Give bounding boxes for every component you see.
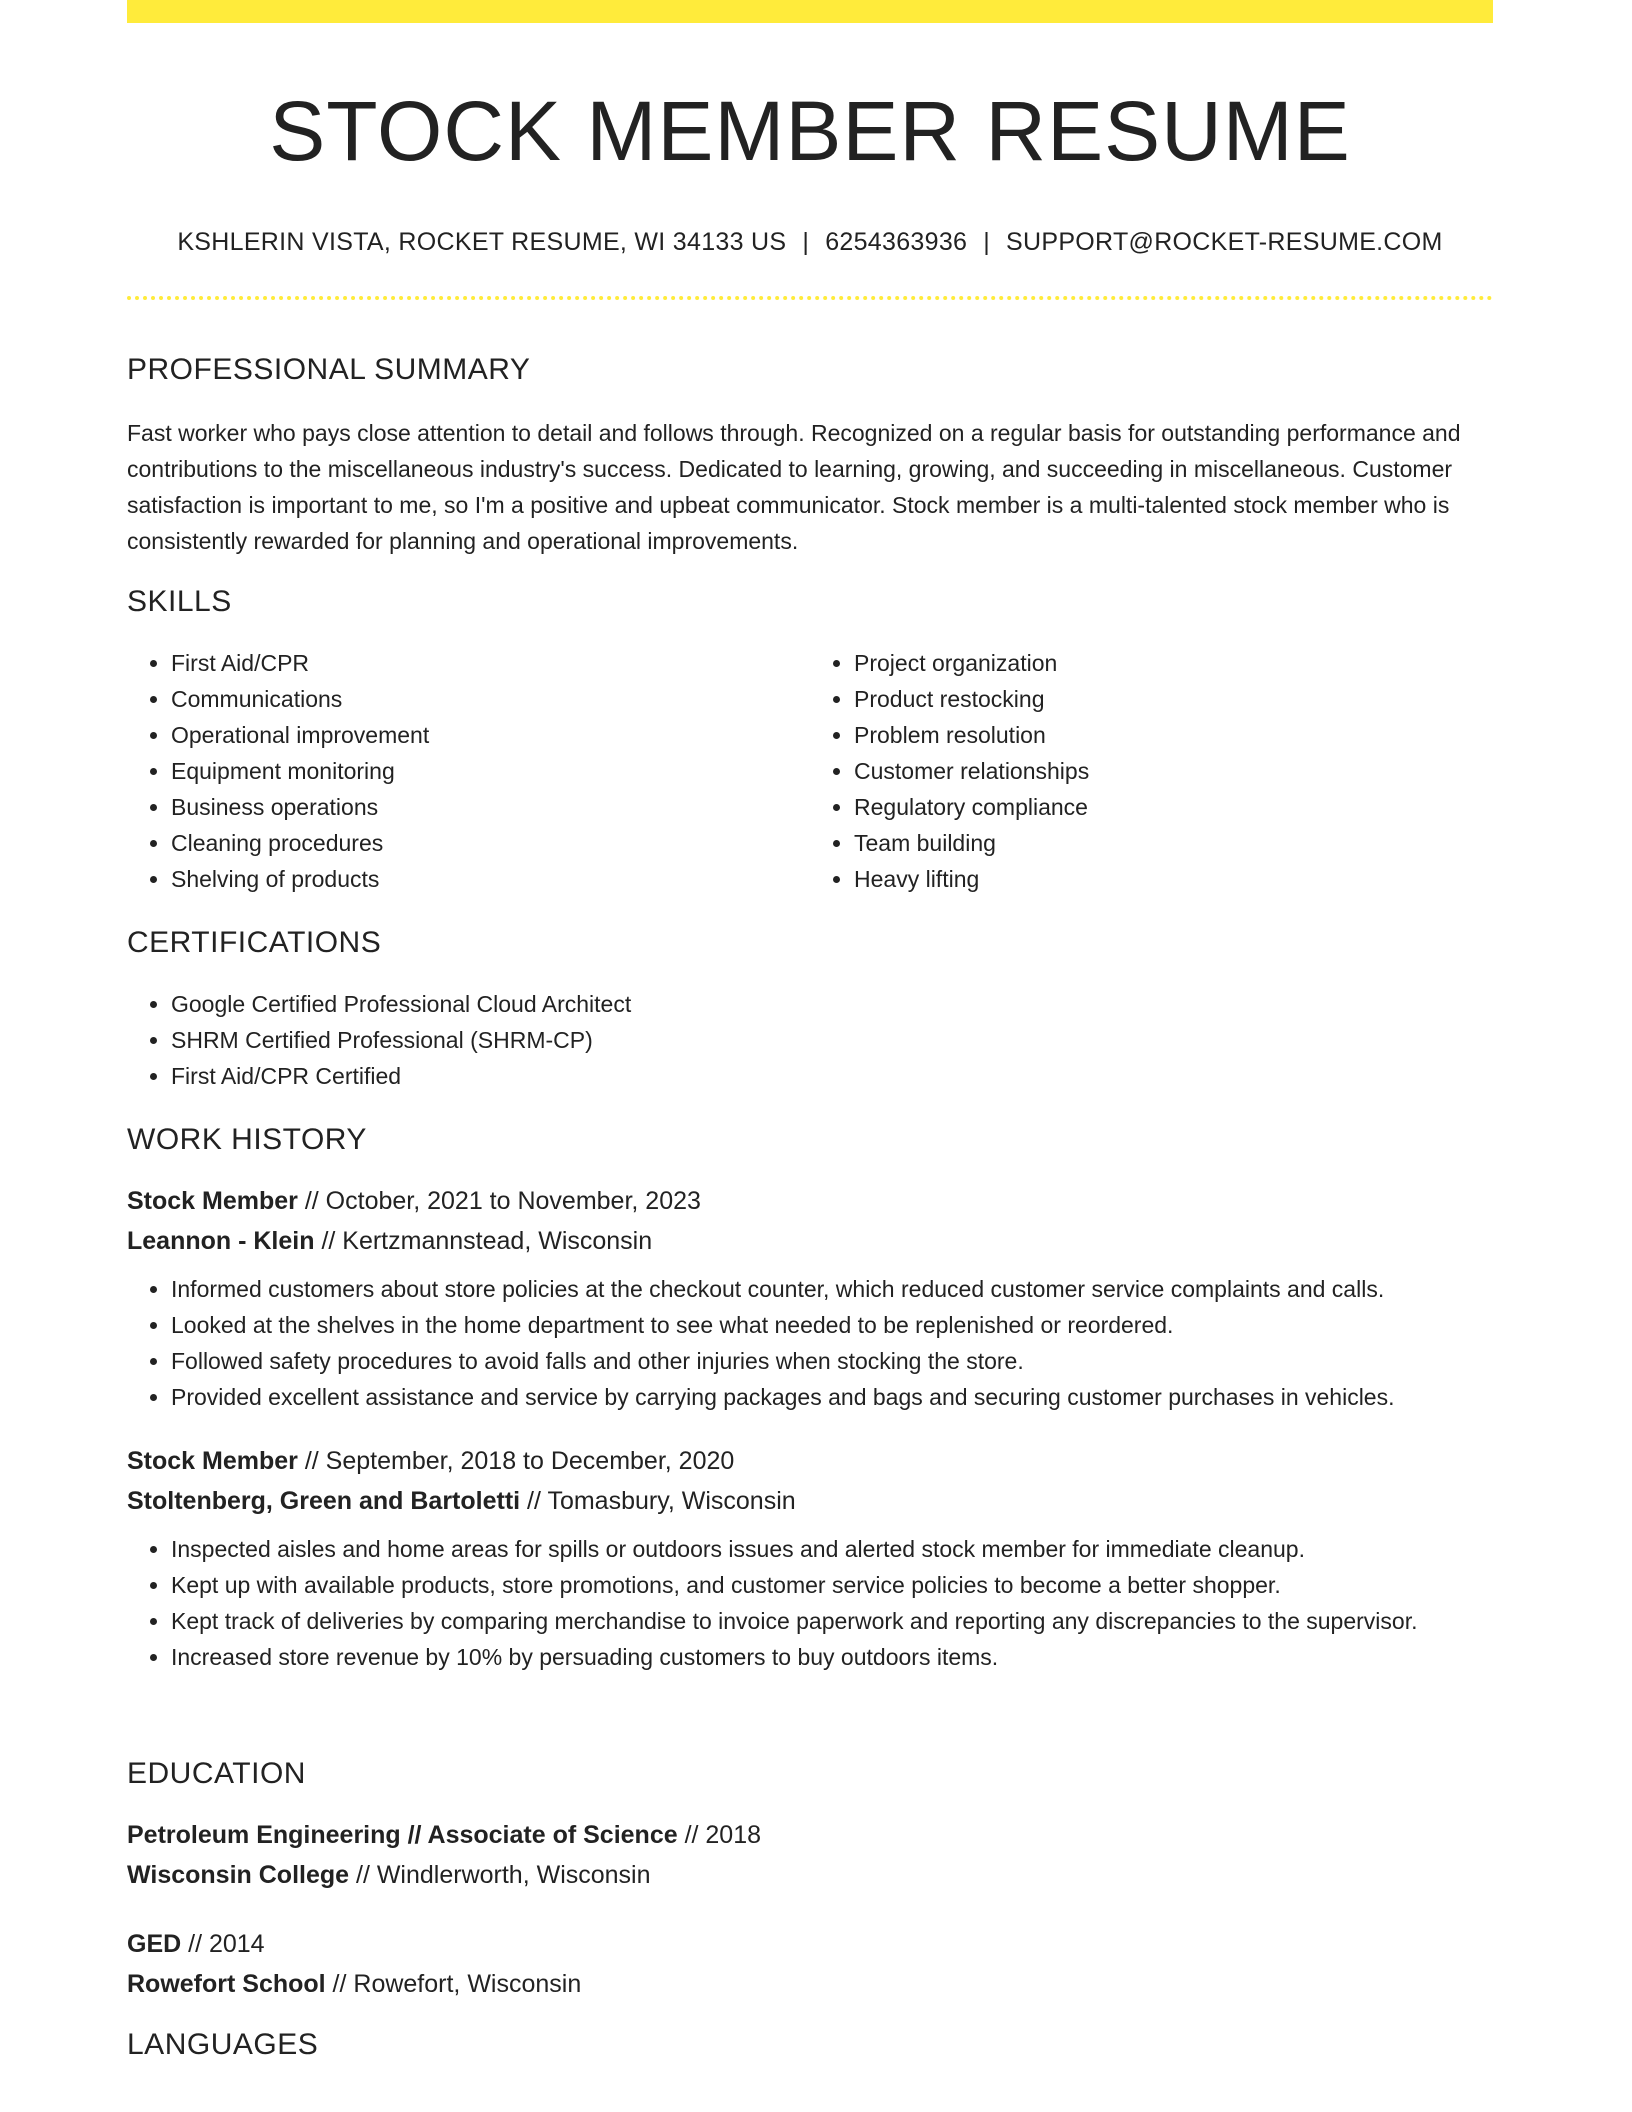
job-title: Stock Member <box>127 1447 298 1475</box>
school-line <box>127 1964 1493 2004</box>
separator: | <box>983 227 991 256</box>
education-entry <box>127 1815 1493 1895</box>
job-bullet: • Kept track of deliveries by comparing merchandise to invoice paperwork and reporting any discrepancies to the supervisor. <box>171 1603 1493 1639</box>
summary-section <box>127 353 1493 559</box>
school-location: // Windlerworth, Wisconsin <box>349 1861 651 1889</box>
education-entry <box>127 1924 1493 2004</box>
job-title-line <box>127 1181 1493 1221</box>
skills-list-left <box>127 645 810 897</box>
job-company: Leannon - Klein <box>127 1227 315 1255</box>
certifications-list <box>127 986 1493 1094</box>
dotted-divider <box>127 296 1493 300</box>
section-heading: EDUCATION <box>127 1757 306 1790</box>
section-heading: PROFESSIONAL SUMMARY <box>127 353 531 386</box>
graduation-year: // 2014 <box>181 1930 265 1958</box>
phone: 6254363936 <box>825 227 968 256</box>
job-entry <box>127 1181 1493 1415</box>
certification-item: • First Aid/CPR Certified <box>171 1058 1493 1094</box>
skill-item: • Communications <box>171 681 810 717</box>
job-title-line <box>127 1441 1493 1481</box>
graduation-year: // 2018 <box>677 1821 762 1849</box>
job-title: Stock Member <box>127 1187 298 1215</box>
job-company: Stoltenberg, Green and Bartoletti <box>127 1487 521 1515</box>
section-heading: SKILLS <box>127 585 232 618</box>
skill-item: • Problem resolution <box>854 717 1493 753</box>
section-heading: WORK HISTORY <box>127 1123 367 1156</box>
job-bullet: • Increased store revenue by 10% by persuading customers to buy outdoors items. <box>171 1639 1493 1675</box>
skill-item: • Business operations <box>171 789 810 825</box>
degree-line <box>127 1815 1493 1855</box>
skill-item: • Cleaning procedures <box>171 825 810 861</box>
email[interactable]: SUPPORT@ROCKET-RESUME.COM <box>1006 227 1443 256</box>
job-bullet: • Followed safety procedures to avoid falls and other injuries when stocking the store. <box>171 1343 1493 1379</box>
work-history-section <box>127 1123 1493 1675</box>
job-entry <box>127 1441 1493 1675</box>
address: KSHLERIN VISTA, ROCKET RESUME, WI 34133 US <box>177 227 787 256</box>
skills-list-right <box>810 645 1493 897</box>
skill-item: • Team building <box>854 825 1493 861</box>
contact-line <box>127 228 1493 257</box>
skill-item: • Operational improvement <box>171 717 810 753</box>
school: Wisconsin College <box>127 1861 350 1889</box>
skill-item: • Product restocking <box>854 681 1493 717</box>
resume-title: STOCK MEMBER RESUME <box>269 84 1351 178</box>
skill-item: • First Aid/CPR <box>171 645 810 681</box>
degree: GED <box>127 1930 182 1958</box>
job-bullet: • Looked at the shelves in the home department to see what needed to be replenished or reordered. <box>171 1307 1493 1343</box>
skill-item: • Equipment monitoring <box>171 753 810 789</box>
separator: | <box>802 227 810 256</box>
degree-line <box>127 1924 1493 1964</box>
job-bullet: • Informed customers about store policies at the checkout counter, which reduced customer service complaints and calls. <box>171 1271 1493 1307</box>
job-location: // Kertzmannstead, Wisconsin <box>314 1227 653 1255</box>
job-bullets <box>127 1271 1493 1415</box>
school-location: // Rowefort, Wisconsin <box>325 1970 582 1998</box>
certification-item: • Google Certified Professional Cloud Architect <box>171 986 1493 1022</box>
accent-bar <box>127 0 1493 23</box>
job-bullets <box>127 1531 1493 1675</box>
certification-item: • SHRM Certified Professional (SHRM-CP) <box>171 1022 1493 1058</box>
languages-section <box>127 2028 1493 2062</box>
skill-item: • Customer relationships <box>854 753 1493 789</box>
degree: Petroleum Engineering // Associate of Science <box>127 1821 678 1849</box>
job-dates: // October, 2021 to November, 2023 <box>297 1187 701 1215</box>
school-line <box>127 1855 1493 1895</box>
section-heading: LANGUAGES <box>127 2028 319 2061</box>
summary-text: Fast worker who pays close attention to detail and follows through. Recognized on a regular basis for outstanding performance and contributions to the miscellaneous industry's success. Dedicated to learning, growing, and succeeding in miscellaneous. Customer satisfaction is important to me, so I'm a positive and upbeat communicator. Stock member is a multi-talented stock member who is consistently rewarded for planning and operational improvements. <box>127 420 1461 554</box>
skill-item: • Shelving of products <box>171 861 810 897</box>
school: Rowefort School <box>127 1970 326 1998</box>
job-bullet: • Provided excellent assistance and service by carrying packages and bags and securing customer purchases in vehicles. <box>171 1379 1493 1415</box>
job-bullet: • Inspected aisles and home areas for spills or outdoors issues and alerted stock member for immediate cleanup. <box>171 1531 1493 1567</box>
section-heading: CERTIFICATIONS <box>127 926 382 959</box>
education-section <box>127 1757 1493 2004</box>
job-dates: // September, 2018 to December, 2020 <box>297 1447 735 1475</box>
job-company-line <box>127 1221 1493 1261</box>
job-bullet: • Kept up with available products, store promotions, and customer service policies to become a better shopper. <box>171 1567 1493 1603</box>
skills-section <box>127 585 1493 897</box>
skill-item: • Regulatory compliance <box>854 789 1493 825</box>
skill-item: • Project organization <box>854 645 1493 681</box>
job-company-line <box>127 1481 1493 1521</box>
certifications-section <box>127 926 1493 1094</box>
skills-columns <box>127 645 1493 897</box>
skill-item: • Heavy lifting <box>854 861 1493 897</box>
job-location: // Tomasbury, Wisconsin <box>520 1487 796 1515</box>
resume-page <box>127 0 1493 2061</box>
